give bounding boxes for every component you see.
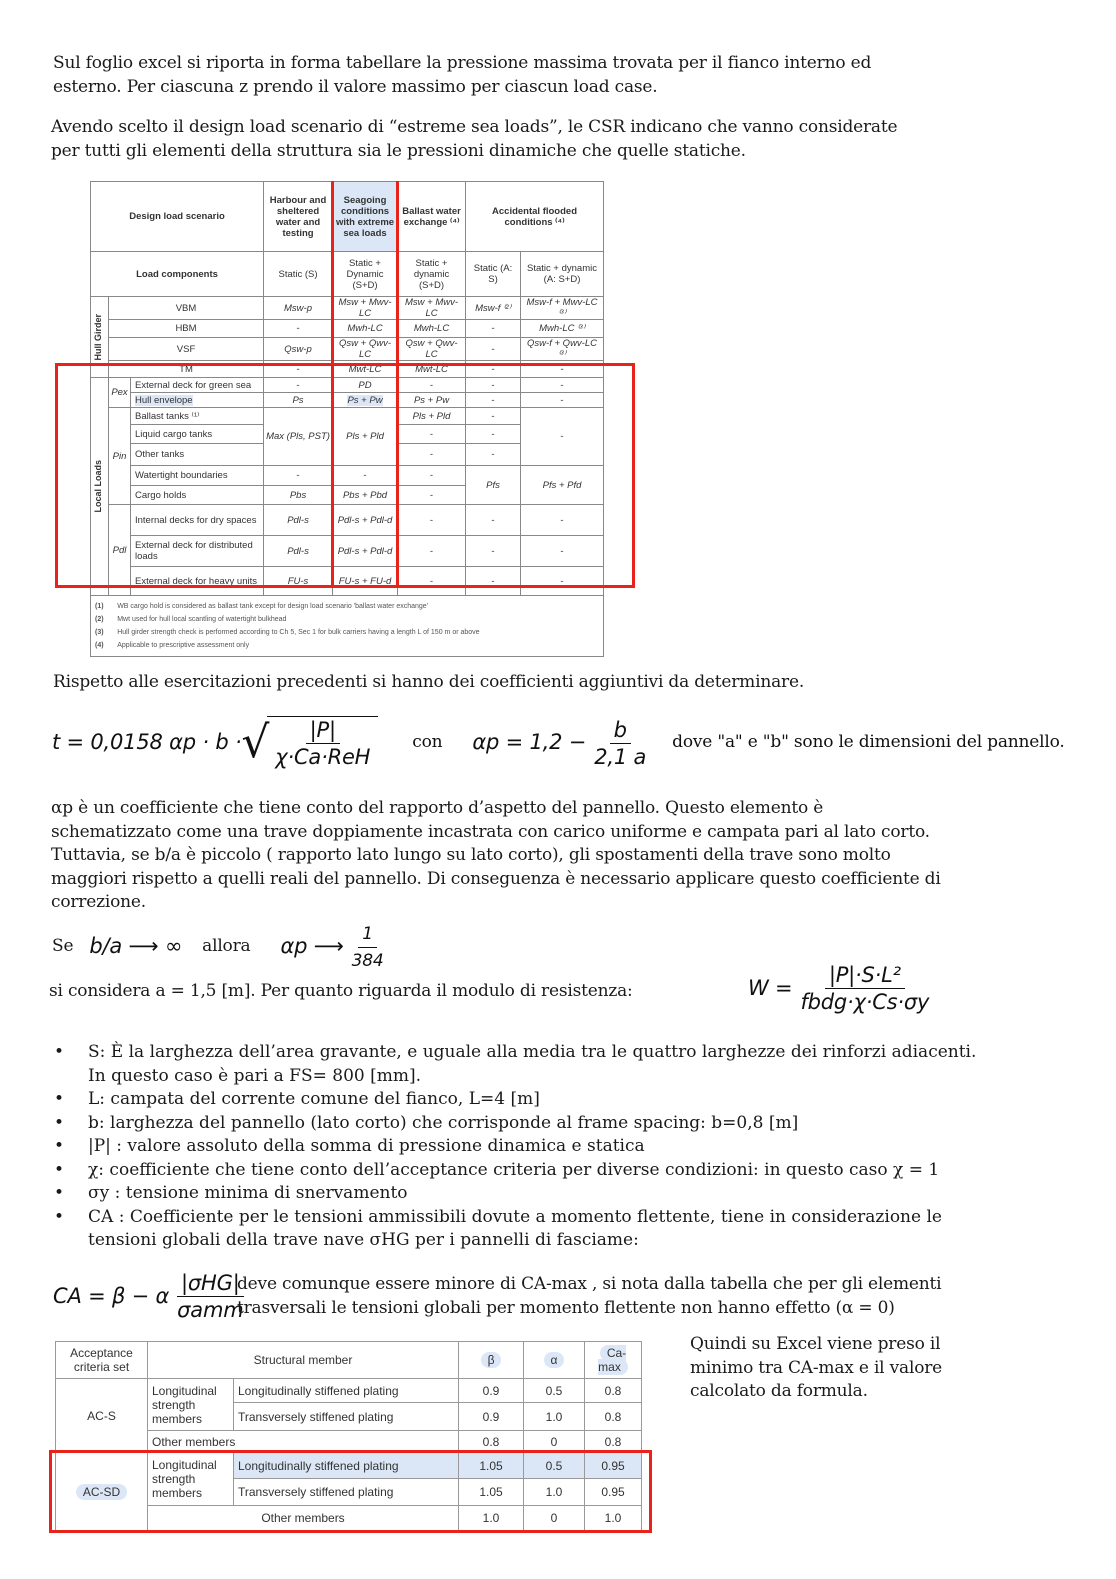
cell: 0.8 <box>459 1431 524 1453</box>
cell: 0.8 <box>585 1403 642 1431</box>
row-label: Cargo holds <box>131 486 264 505</box>
cell: - <box>466 567 521 596</box>
header-components: Load components <box>91 252 264 297</box>
cell: - <box>466 378 521 393</box>
cell: Qsw-f + Qwv-LC ⁽³⁾ <box>521 338 604 361</box>
text-line: Avendo scelto il design load scenario di “estreme sea loads”, le CSR indicano che vanno considerate <box>51 117 898 137</box>
cell: - <box>466 425 521 444</box>
formula-den: σamm <box>177 1298 244 1322</box>
formula-num: b <box>610 717 631 744</box>
cell: Qsw + Qwv-LC <box>333 338 398 361</box>
formula-den: 384 <box>351 950 384 971</box>
text-line: • S: È la larghezza dell’area gravante, e uguale alla media tra le quattro larghezze dei rinforzi adiacenti. <box>88 1042 977 1062</box>
cell: - <box>398 536 466 567</box>
cell: - <box>398 425 466 444</box>
text-se: Se <box>52 936 74 957</box>
cell: Msw-f ⁽²⁾ <box>466 297 521 320</box>
pdl-label: Pdl <box>109 505 131 596</box>
component-cell: Static (S) <box>264 252 333 297</box>
cell: Mwh-LC <box>398 320 466 338</box>
cell: - <box>466 536 521 567</box>
text-allora: allora <box>202 936 251 957</box>
row-label: HBM <box>109 320 264 338</box>
cell: - <box>264 361 333 378</box>
text-line: Quindi su Excel viene preso il <box>690 1334 941 1354</box>
formula-alpha: αp ⟶ <box>280 934 344 959</box>
formula-alpha-lhs: αp = 1,2 − <box>472 730 587 755</box>
cell: - <box>398 444 466 466</box>
cell: Qsw-p <box>264 338 333 361</box>
cell: 0.9 <box>459 1403 524 1431</box>
cell: 0 <box>524 1431 585 1453</box>
footnote-number: (2) <box>95 616 104 623</box>
pex-label: Pex <box>109 378 131 408</box>
header-seagoing: Seagoing conditions with extreme sea loads <box>333 182 398 252</box>
side-note <box>690 1333 942 1404</box>
footnote-number: (3) <box>95 629 104 636</box>
row-label: Hull envelope <box>135 394 193 406</box>
text-line: calcolato da formula. <box>690 1381 868 1401</box>
cell: 0 <box>524 1506 585 1531</box>
formula-num: |σHG| <box>177 1270 244 1297</box>
component-cell: Static + dynamic (S+D) <box>398 252 466 297</box>
text-line: per tutti gli elementi della struttura sia le pressioni dinamiche che quelle statiche. <box>51 140 746 161</box>
cell: Mwt-LC <box>398 361 466 378</box>
cell: - <box>398 567 466 596</box>
text-line: deve comunque essere minore di CA-max , si nota dalla tabella che per gli elementi <box>237 1274 942 1294</box>
local-loads-label: Local Loads <box>93 460 103 513</box>
cell: Qsw + Qwv-LC <box>398 338 466 361</box>
cell: - <box>466 361 521 378</box>
sqrt-icon: √ <box>241 717 270 768</box>
paragraph-alpha <box>51 797 941 915</box>
member-group: Longitudinal strength members <box>148 1379 234 1431</box>
hull-girder-label: Hull Girder <box>93 313 103 361</box>
cell: - <box>264 466 333 486</box>
row-label: VBM <box>109 297 264 320</box>
cell: - <box>466 408 521 425</box>
row-label: VSF <box>109 338 264 361</box>
list-item <box>52 1182 1112 1206</box>
cell: FU-s <box>264 567 333 596</box>
list-item <box>52 1206 1112 1253</box>
cell: 0.8 <box>585 1431 642 1453</box>
cell: Max (Pls, PST) <box>264 408 333 466</box>
cell: - <box>466 393 521 408</box>
list-item <box>52 1088 1112 1112</box>
footnote-text: Hull girder strength check is performed according to Ch 5, Sec 1 for bulk carriers having a length L of 150 m or above <box>117 629 480 636</box>
footnote-number: (1) <box>95 603 104 610</box>
cell: 0.95 <box>585 1453 642 1479</box>
text-line: • b: larghezza del pannello (lato corto) che corrisponde al frame spacing: b=0,8 [m] <box>88 1112 799 1133</box>
row-label: TM <box>109 361 264 378</box>
cell: Pdl-s <box>264 536 333 567</box>
component-cell: Static + dynamic (A: S+D) <box>521 252 604 297</box>
cell: - <box>466 444 521 466</box>
cell: 0.5 <box>524 1379 585 1403</box>
component-cell: Static (A: S) <box>466 252 521 297</box>
limit-line <box>52 922 391 972</box>
cell: - <box>521 567 604 596</box>
pin-label: Pin <box>109 408 131 505</box>
formula-den: χ·Ca·ReH <box>275 745 371 769</box>
header-member: Structural member <box>148 1342 459 1379</box>
list-item <box>52 1041 1112 1088</box>
cell: 0.95 <box>585 1479 642 1506</box>
text-line: Tuttavia, se b/a è piccolo ( rapporto lato lungo su lato corto), gli spostamenti della trave sono molto <box>51 845 891 865</box>
cell: PD <box>333 378 398 393</box>
cell: Pdl-s <box>264 505 333 536</box>
criteria-acs: AC-S <box>56 1379 148 1453</box>
text-line: In questo caso è pari a FS= 800 [mm]. <box>88 1065 422 1086</box>
row-label: Liquid cargo tanks <box>131 425 264 444</box>
cell: Pdl-s + Pdl-d <box>333 536 398 567</box>
text-line: • σy : tensione minima di snervamento <box>88 1183 408 1203</box>
list-item <box>52 1135 1112 1159</box>
cell: Pdl-s + Pdl-d <box>333 505 398 536</box>
footnote <box>95 639 599 652</box>
cell: Transversely stiffened plating <box>234 1403 459 1431</box>
cell: Pbs + Pbd <box>333 486 398 505</box>
member-group: Longitudinal strength members <box>148 1453 234 1506</box>
header-ballast: Ballast water exchange ⁽⁴⁾ <box>398 182 466 252</box>
header-beta: β <box>481 1352 502 1368</box>
bullet-list <box>52 1041 1112 1253</box>
formula-den: 2,1 a <box>594 744 647 769</box>
cell: 1.05 <box>459 1453 524 1479</box>
cell: - <box>466 338 521 361</box>
cell: - <box>264 378 333 393</box>
cell: - <box>521 378 604 393</box>
text-line: esterno. Per ciascuna z prendo il valore massimo per ciascun load case. <box>53 76 658 97</box>
text-line: • L: campata del corrente comune del fianco, L=4 [m] <box>88 1089 540 1109</box>
header-criteria: Acceptance criteria set <box>56 1342 148 1379</box>
highlight-local-loads <box>55 363 635 588</box>
text-line: correzione. <box>51 892 146 912</box>
cell: Msw-p <box>264 297 333 320</box>
list-item <box>52 1159 1112 1183</box>
footnote-number: (4) <box>95 642 104 649</box>
cell: Mwh-LC ⁽³⁾ <box>521 320 604 338</box>
row-label: External deck for green sea <box>131 378 264 393</box>
formula-lhs: CA = β − α <box>53 1283 170 1308</box>
cell: - <box>264 320 333 338</box>
formula-num: 1 <box>358 921 377 948</box>
row-label: Watertight boundaries <box>131 466 264 486</box>
paragraph-modulus: si considera a = 1,5 [m]. Per quanto riguarda il modulo di resistenza: <box>49 981 633 1001</box>
header-alpha: α <box>544 1352 565 1368</box>
footnote <box>95 613 599 626</box>
text-line: tensioni globali della trave nave σHG per i pannelli di fasciame: <box>88 1230 639 1250</box>
cell: - <box>521 408 604 466</box>
row-label: Other tanks <box>131 444 264 466</box>
text-line: schematizzato come una trave doppiamente incastrata con carico uniforme e campata pari al lato corto. <box>51 821 930 842</box>
cell: - <box>466 320 521 338</box>
cell: 1.05 <box>459 1479 524 1506</box>
formula-num: |P|·S·L² <box>825 962 905 989</box>
cell: - <box>521 536 604 567</box>
formula-lhs: W = <box>748 975 793 1000</box>
row-label: Internal decks for dry spaces <box>131 505 264 536</box>
cell: - <box>398 378 466 393</box>
cell: - <box>521 505 604 536</box>
footnote-text: WB cargo hold is considered as ballast tank except for design load scenario 'ballast water exchange' <box>117 603 429 610</box>
cell: Mwt-LC <box>333 361 398 378</box>
footnote <box>95 600 599 613</box>
cell: Pfs + Pfd <box>521 466 604 505</box>
row-label: External deck for heavy units <box>131 567 264 596</box>
footnote-text: Mwt used for hull local scantling of watertight bulkhead <box>117 616 287 623</box>
cell: Pbs <box>264 486 333 505</box>
formula-lhs: t = 0,0158 αp · b · <box>52 730 242 755</box>
cell: Msw-f + Mwv-LC ⁽³⁾ <box>521 297 604 320</box>
formula-ratio: b/a ⟶ ∞ <box>89 934 183 959</box>
cell: 1.0 <box>524 1403 585 1431</box>
cell: Pls + Pld <box>333 408 398 466</box>
cell: - <box>521 361 604 378</box>
text-line: maggiori rispetto a quelli reali del pannello. Di conseguenza è necessario applicare questo coefficiente di <box>51 868 941 889</box>
text-line: trasversali le tensioni globali per momento flettente non hanno effetto (α = 0) <box>237 1297 895 1318</box>
header-accidental: Accidental flooded conditions ⁽⁴⁾ <box>466 182 604 252</box>
text-line: minimo tra CA-max e il valore <box>690 1357 943 1378</box>
cell: Ps + Pw <box>347 394 383 406</box>
cell: - <box>466 505 521 536</box>
cell: 0.9 <box>459 1379 524 1403</box>
cell: Ps <box>264 393 333 408</box>
footnote-text: Applicable to prescriptive assessment only <box>117 642 250 649</box>
row-label: Ballast tanks ⁽¹⁾ <box>131 408 264 425</box>
cell: - <box>398 486 466 505</box>
cell: Ps + Pw <box>398 393 466 408</box>
cell: - <box>333 466 398 486</box>
cell: Longitudinally stiffened plating <box>234 1379 459 1403</box>
cell: 1.0 <box>524 1479 585 1506</box>
text-line: • CA : Coefficiente per le tensioni ammissibili dovute a momento flettente, tiene in considerazione le <box>88 1206 942 1227</box>
formula-num: |P| <box>306 717 340 744</box>
formula-ca <box>53 1270 251 1323</box>
paragraph-intro <box>53 52 871 99</box>
cell: 0.8 <box>585 1379 642 1403</box>
cell: - <box>521 393 604 408</box>
formula-modulus <box>748 962 937 1015</box>
row-label: External deck for distributed loads <box>131 536 264 567</box>
footnote <box>95 626 599 639</box>
cell: Transversely stiffened plating <box>234 1479 459 1506</box>
cell: 0.5 <box>524 1453 585 1479</box>
cell: 1.0 <box>585 1506 642 1531</box>
formula-thickness <box>52 708 1065 778</box>
cell: - <box>398 466 466 486</box>
cell: Msw + Mwv-LC <box>333 297 398 320</box>
cell: Other members <box>148 1506 459 1531</box>
paragraph-ca <box>237 1273 941 1320</box>
cell: Msw + Mwv-LC <box>398 297 466 320</box>
component-cell: Static + Dynamic (S+D) <box>333 252 398 297</box>
cell: Mwh-LC <box>333 320 398 338</box>
cell: FU-s + FU-d <box>333 567 398 596</box>
list-item <box>52 1112 1112 1136</box>
highlight-acsd <box>49 1450 652 1533</box>
cell: Longitudinally stiffened plating <box>234 1453 459 1479</box>
header-harbour: Harbour and sheltered water and testing <box>264 182 333 252</box>
cell: 1.0 <box>459 1506 524 1531</box>
paragraph-coefficients: Rispetto alle esercitazioni precedenti si hanno dei coefficienti aggiuntivi da determinare. <box>53 672 805 692</box>
header-scenario: Design load scenario <box>91 182 264 252</box>
text-line: αp è un coefficiente che tiene conto del rapporto d’aspetto del pannello. Questo elemento è <box>51 798 824 818</box>
cell: Other members <box>148 1431 459 1453</box>
formula-den: fbdg·χ·Cs·σy <box>800 990 930 1014</box>
text-con: con <box>412 732 443 753</box>
text-line: • χ: coefficiente che tiene conto dell’acceptance criteria per diverse condizioni: in questo caso χ = 1 <box>88 1159 940 1180</box>
cell: Pls + Pld <box>398 408 466 425</box>
paragraph-scenario <box>51 116 897 163</box>
text-line: Sul foglio excel si riporta in forma tabellare la pressione massima trovata per il fianco interno ed <box>53 53 872 73</box>
text-line: • |P| : valore assoluto della somma di pressione dinamica e statica <box>88 1136 645 1156</box>
cell: - <box>398 505 466 536</box>
criteria-acsd: AC-SD <box>76 1484 127 1500</box>
cell: Pfs <box>466 466 521 505</box>
text-dimensions: dove "a" e "b" sono le dimensioni del pannello. <box>672 732 1065 753</box>
header-ca-max: Ca-max <box>598 1346 627 1374</box>
